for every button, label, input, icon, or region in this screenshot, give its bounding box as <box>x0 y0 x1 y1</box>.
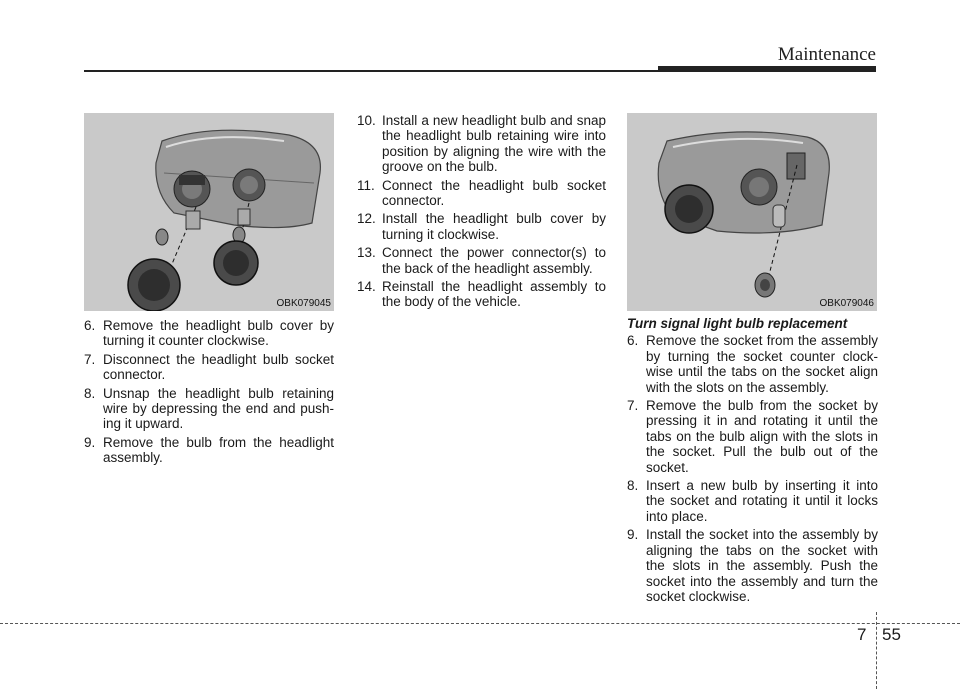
header-rule-accent <box>658 66 876 72</box>
step-list <box>84 318 334 466</box>
step-item <box>357 113 606 175</box>
step-item <box>627 478 878 524</box>
step-number: 12. <box>357 211 376 227</box>
step-item <box>627 333 878 395</box>
step-item <box>627 527 878 604</box>
step-item <box>84 318 334 349</box>
header-rule <box>84 70 664 72</box>
step-number: 8. <box>627 478 639 494</box>
step-text: Unsnap the headlight bulb retaining wire by depressing the end and push-ing it upward. <box>103 385 334 432</box>
step-item <box>357 178 606 209</box>
step-text: Reinstall the headlight assembly to the body of the vehicle. <box>382 279 606 310</box>
step-number: 14. <box>357 279 376 295</box>
step-item <box>84 386 334 432</box>
step-text: Connect the headlight bulb socket connector. <box>382 177 606 209</box>
step-text: Remove the bulb from the headlight assembly. <box>103 434 334 466</box>
step-item <box>357 211 606 242</box>
step-number: 11. <box>357 177 375 193</box>
step-text: Install the headlight bulb cover by turning it clockwise. <box>382 211 606 242</box>
step-item <box>84 352 334 383</box>
page-number: 55 <box>882 625 901 644</box>
step-item <box>627 398 878 475</box>
turn-signal-bulb-figure <box>627 113 877 311</box>
section-title: Maintenance <box>777 44 876 65</box>
step-text: Remove the headlight bulb cover by turning it counter clockwise. <box>103 318 334 349</box>
column-1 <box>84 318 334 469</box>
step-text: Connect the power connector(s) to the back of the headlight assembly. <box>382 245 606 276</box>
figure-code: OBK079046 <box>819 298 874 309</box>
step-number: 7. <box>84 351 96 367</box>
step-number: 9. <box>627 527 639 543</box>
step-item <box>357 245 606 276</box>
figure-code: OBK079045 <box>276 298 331 309</box>
column-2 <box>357 113 606 313</box>
turn-signal-assembly-illustration <box>627 113 877 311</box>
headlight-assembly-illustration <box>84 113 334 311</box>
step-number: 6. <box>84 318 96 333</box>
step-text: Install the socket into the assembly by aligning the tabs on the socket with the slots in the assembly. Push the socket into the assembly and turn the socket clockwise. <box>646 527 878 604</box>
step-number: 8. <box>84 385 96 401</box>
subheading: Turn signal light bulb replacement <box>627 316 848 331</box>
step-list <box>357 113 606 310</box>
footer-dashed-rule <box>0 623 960 624</box>
step-list <box>627 333 878 604</box>
step-text: Insert a new bulb by inserting it into the socket and rotating it until it locks into place. <box>646 478 878 524</box>
step-number: 13. <box>357 245 376 261</box>
step-text: Disconnect the headlight bulb socket connector. <box>103 351 334 383</box>
step-number: 9. <box>84 434 96 450</box>
step-item <box>357 279 606 310</box>
step-text: Remove the bulb from the socket by pressing it in and rotating it until the tabs on the bulb align with the slots in the socket. Pull the bulb out of the socket. <box>646 398 878 475</box>
step-text: Remove the socket from the assembly by turning the socket counter clock-wise until the tabs on the socket align with the slots on the assembly. <box>646 333 878 395</box>
step-number: 10. <box>357 113 376 128</box>
headlight-bulb-figure <box>84 113 334 311</box>
chapter-number: 7 <box>857 625 867 644</box>
step-number: 6. <box>627 333 639 349</box>
step-item <box>84 435 334 466</box>
step-number: 7. <box>627 398 639 414</box>
footer-dashed-divider <box>876 612 877 689</box>
step-text: Install a new headlight bulb and snap the headlight bulb retaining wire into position by aligning the wire with the groove on the bulb. <box>382 113 606 175</box>
column-3 <box>627 316 878 607</box>
